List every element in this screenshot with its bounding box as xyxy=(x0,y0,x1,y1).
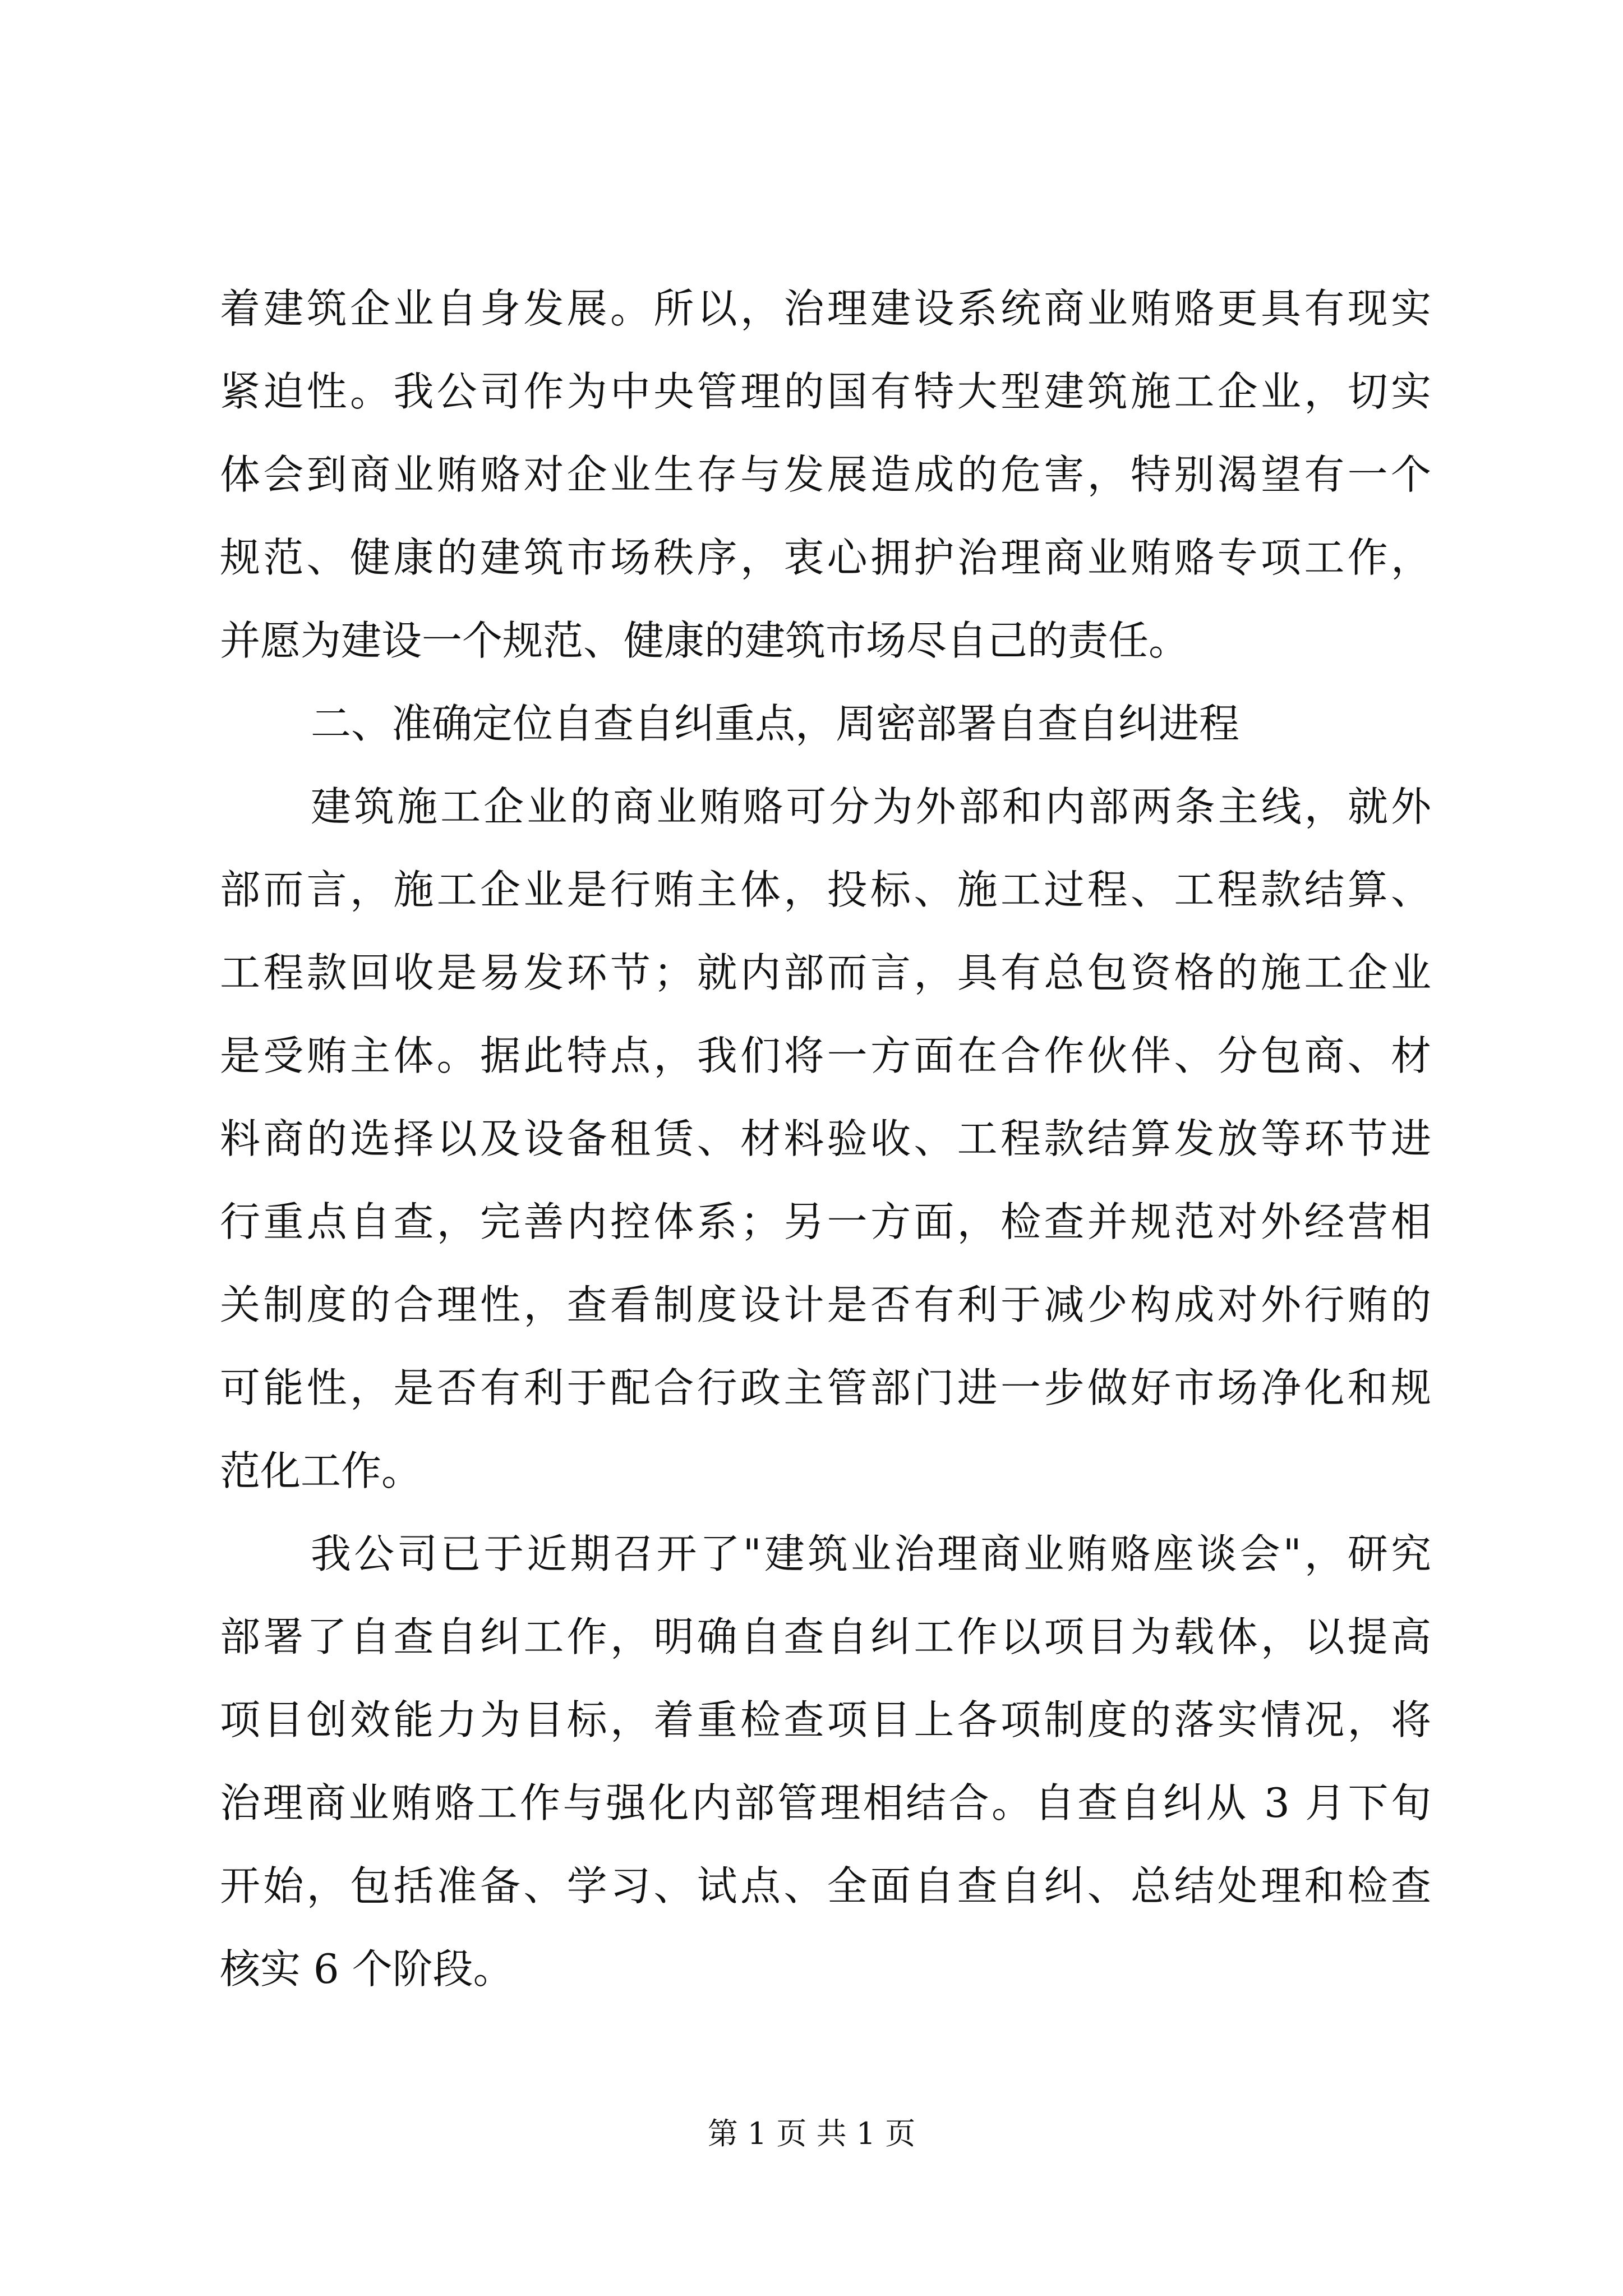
body-line: 核实 6 个阶段。 xyxy=(220,1945,514,1993)
body-line: 我公司已于近期召开了"建筑业治理商业贿赂座谈会"，研究 xyxy=(311,1530,1431,1577)
body-line: 并愿为建设一个规范、健康的建筑市场尽自己的责任。 xyxy=(220,617,1189,664)
body-line: 料商的选择以及设备租赁、材料验收、工程款结算发放等环节进 xyxy=(220,1115,1431,1162)
body-line: 可能性，是否有利于配合行政主管部门进一步做好市场净化和规 xyxy=(220,1364,1431,1411)
body-line: 着建筑企业自身发展。所以，治理建设系统商业贿赂更具有现实 xyxy=(220,285,1431,332)
document-body xyxy=(220,267,1431,2010)
body-line: 部署了自查自纠工作，明确自查自纠工作以项目为载体，以提高 xyxy=(220,1613,1431,1660)
body-line: 关制度的合理性，查看制度设计是否有利于减少构成对外行贿的 xyxy=(220,1281,1431,1328)
body-line: 紧迫性。我公司作为中央管理的国有特大型建筑施工企业，切实 xyxy=(220,368,1431,415)
body-line: 项目创效能力为目标，着重检查项目上各项制度的落实情况，将 xyxy=(220,1696,1431,1743)
body-line: 治理商业贿赂工作与强化内部管理相结合。自查自纠从 3 月下旬 xyxy=(220,1779,1431,1826)
body-line: 部而言，施工企业是行贿主体，投标、施工过程、工程款结算、 xyxy=(220,866,1431,913)
section-heading: 二、准确定位自查自纠重点，周密部署自查自纠进程 xyxy=(311,700,1240,747)
body-line: 工程款回收是易发环节；就内部而言，具有总包资格的施工企业 xyxy=(220,949,1431,996)
page-footer: 第 1 页 共 1 页 xyxy=(707,2116,916,2151)
body-line: 是受贿主体。据此特点，我们将一方面在合作伙伴、分包商、材 xyxy=(220,1032,1431,1079)
body-line: 体会到商业贿赂对企业生存与发展造成的危害，特别渴望有一个 xyxy=(220,451,1431,498)
body-line: 开始，包括准备、学习、试点、全面自查自纠、总结处理和检查 xyxy=(220,1862,1431,1910)
body-line: 建筑施工企业的商业贿赂可分为外部和内部两条主线，就外 xyxy=(311,783,1431,830)
body-line: 行重点自查，完善内控体系；另一方面，检查并规范对外经营相 xyxy=(220,1198,1431,1245)
body-line: 规范、健康的建筑市场秩序，衷心拥护治理商业贿赂专项工作， xyxy=(220,534,1431,581)
body-line: 范化工作。 xyxy=(220,1447,422,1494)
